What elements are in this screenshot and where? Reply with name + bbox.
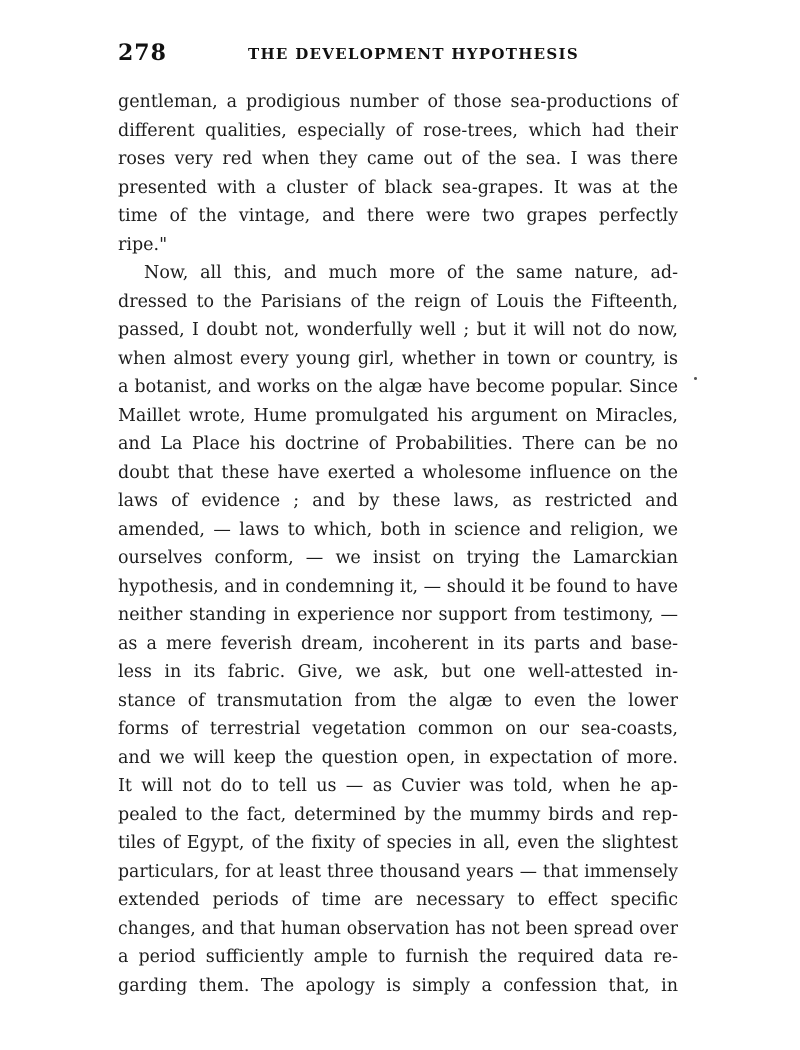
text-line: stance of transmutation from the algæ to even the lower	[118, 690, 678, 711]
ink-speck	[694, 377, 697, 380]
text-line: extended periods of time are necessary to effect specific	[118, 890, 678, 910]
text-line: and we will keep the question open, in expectation of more.	[118, 747, 678, 768]
text-line: doubt that these have exerted a wholesome influence on the	[118, 462, 678, 483]
page-number: 278	[118, 40, 167, 66]
body-text	[118, 88, 678, 1000]
text-line: as a mere feverish dream, incoherent in its parts and base-	[118, 633, 678, 654]
text-line: less in its fabric. Give, we ask, but one well-attested in-	[118, 662, 678, 682]
text-line: a botanist, and works on the algæ have become popular. Since	[118, 377, 678, 397]
text-line: ripe."	[118, 234, 168, 255]
text-line: forms of terrestrial vegetation common on our sea-coasts,	[118, 719, 678, 739]
text-line: Maillet wrote, Hume promulgated his argument on Miracles,	[118, 405, 678, 426]
text-line: laws of evidence ; and by these laws, as restricted and	[118, 491, 678, 511]
running-title: THE DEVELOPMENT HYPOTHESIS	[248, 45, 580, 63]
text-line: presented with a cluster of black sea-grapes. It was at the	[118, 177, 678, 198]
text-line: different qualities, especially of rose-trees, which had their	[118, 120, 678, 141]
text-line: gentleman, a prodigious number of those sea-productions of	[118, 92, 678, 112]
text-line: changes, and that human observation has not been spread over	[118, 918, 678, 939]
text-line: garding them. The apology is simply a confession that, in	[118, 975, 678, 996]
text-line: passed, I doubt not, wonderfully well ; but it will not do now,	[118, 320, 678, 340]
text-line: time of the vintage, and there were two grapes perfectly	[118, 206, 678, 226]
text-line: ourselves conform, — we insist on trying the Lamarckian	[118, 548, 678, 568]
text-line: It will not do to tell us — as Cuvier was told, when he ap-	[118, 776, 678, 796]
text-line: a period sufficiently ample to furnish the required data re-	[118, 947, 678, 967]
running-head	[118, 40, 678, 66]
text-line: roses very red when they came out of the sea. I was there	[118, 149, 678, 169]
text-line: particulars, for at least three thousand years — that immensely	[118, 861, 678, 882]
text-line-paragraph-start: Now, all this, and much more of the same nature, ad-	[144, 263, 678, 283]
text-line: when almost every young girl, whether in town or country, is	[118, 348, 678, 369]
text-line: tiles of Egypt, of the fixity of species in all, even the slightest	[118, 833, 678, 853]
text-line: hypothesis, and in condemning it, — should it be found to have	[118, 576, 678, 597]
text-line: and La Place his doctrine of Probabilities. There can be no	[118, 434, 678, 454]
text-line: pealed to the fact, determined by the mummy birds and rep-	[118, 804, 678, 825]
text-line: dressed to the Parisians of the reign of Louis the Fifteenth,	[118, 291, 678, 312]
text-line: amended, — laws to which, both in science and religion, we	[118, 519, 678, 540]
text-line: neither standing in experience nor support from testimony, —	[118, 605, 678, 625]
